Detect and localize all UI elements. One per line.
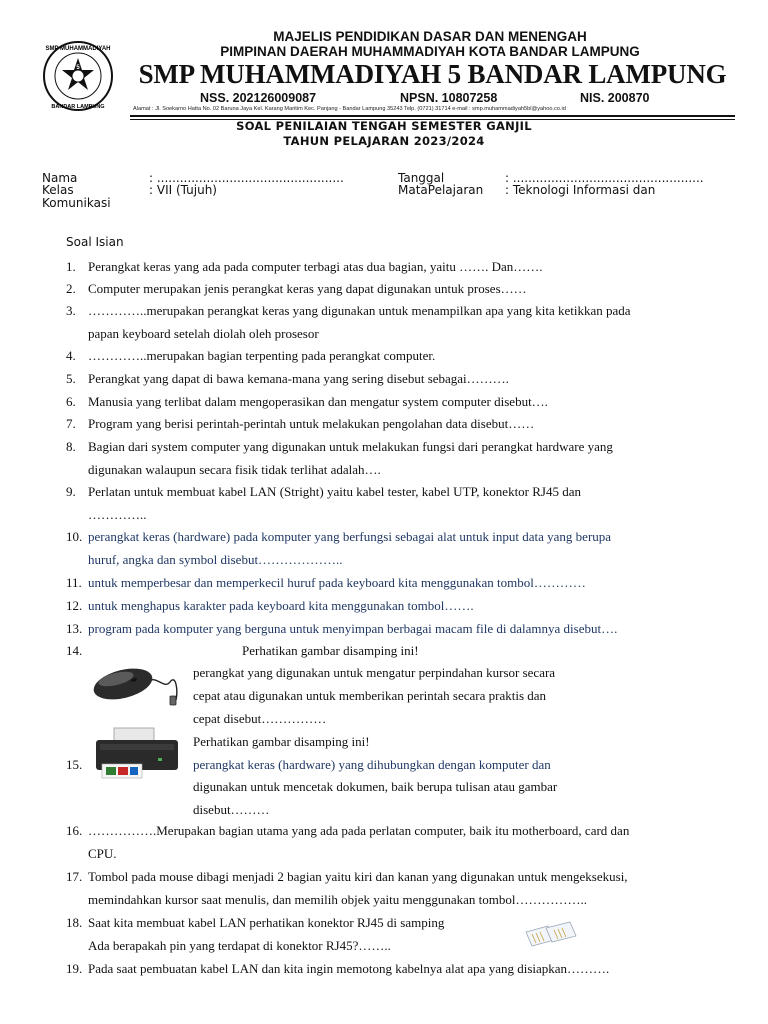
question-number: 16. [66, 823, 83, 838]
nama-label: Nama [42, 171, 78, 185]
question-15-line-3: digunakan untuk mencetak dokumen, baik berupa tulisan atau gambar [193, 779, 558, 794]
logo-text-top: SMP MUHAMMADIYAH [45, 46, 111, 52]
question-number: 19. [66, 961, 83, 976]
question-number: 4. [66, 348, 76, 363]
school-name: SMP MUHAMMADIYAH 5 BANDAR LAMPUNG [138, 59, 727, 89]
question-number: 17. [66, 869, 83, 884]
question-15-line-4: disebut……… [193, 802, 270, 817]
question-text: Program yang berisi perintah-perintah untuk melakukan pengolahan data disebut…… [88, 416, 535, 431]
question-number: 7. [66, 416, 76, 431]
question-number: 1. [66, 259, 76, 274]
question-text: perangkat keras (hardware) pada komputer yang berfungsi sebagai alat untuk input data yang berupa [88, 529, 612, 544]
logo-text-num: 5 [76, 65, 80, 71]
tanggal-label: Tanggal [398, 171, 445, 185]
question-number: 13. [66, 621, 83, 636]
header-line-2: PIMPINAN DAERAH MUHAMMADIYAH KOTA BANDAR LAMPUNG [220, 44, 640, 59]
question-number: 14. [66, 643, 83, 658]
mapel-label: MataPelajaran [398, 183, 484, 197]
npsn-number: NPSN. 10807258 [400, 91, 498, 105]
question-text: Tombol pada mouse dibagi menjadi 2 bagian yaitu kiri dan kanan yang digunakan untuk mengeksekusi, [88, 869, 628, 884]
question-text-cont: papan keyboard setelah diolah oleh prosesor [88, 325, 319, 341]
header-line-1: MAJELIS PENDIDIKAN DASAR DAN MENENGAH [273, 29, 587, 44]
mouse-image [90, 660, 182, 708]
school-logo [28, 40, 128, 112]
question-text-cont: Ada berapakah pin yang terdapat di konektor RJ45?…….. [88, 938, 391, 953]
question-text: Computer merupakan jenis perangkat keras yang dapat digunakan untuk proses…… [88, 281, 527, 296]
question-text-cont: memindahkan kursor saat menulis, dan memilih objek yaitu menggunakan tombol…………….. [88, 892, 587, 907]
question-number: 6. [66, 394, 76, 409]
question-14-line-4: cepat disebut…………… [193, 711, 327, 726]
question-text-cont: ………….. [88, 506, 147, 522]
question-text: program pada komputer yang berguna untuk menyimpan berbagai macam file di dalamnya disebut…. [88, 621, 618, 636]
question-number: 10. [66, 529, 83, 544]
question-number: 12. [66, 598, 83, 613]
printer-image [92, 726, 182, 782]
question-15-line-1: Perhatikan gambar disamping ini! [193, 734, 370, 749]
exam-year: TAHUN PELAJARAN 2023/2024 [283, 134, 485, 148]
mapel-value-cont: Komunikasi [42, 196, 111, 210]
school-address: Alamat : Jl. Soekarno Hatta No. 02 Baruna Jaya Kel. Karang Maritim Kec. Panjang - Bandar Lampung 35243 Telp. (0721) 31714 e-mail : smp.muhammadiyah5bl@yahoo.co.id [133, 106, 566, 112]
question-text: untuk menghapus karakter pada keyboard kita menggunakan tombol……. [88, 598, 474, 613]
section-label: Soal Isian [66, 235, 124, 249]
question-text-cont: CPU. [88, 846, 117, 861]
question-text: Saat kita membuat kabel LAN perhatikan konektor RJ45 di samping [88, 915, 445, 930]
question-text: Perangkat keras yang ada pada computer terbagi atas dua bagian, yaitu ……. Dan……. [88, 259, 543, 274]
question-number: 8. [66, 439, 76, 454]
question-number: 3. [66, 303, 76, 318]
question-number: 18. [66, 915, 83, 930]
question-number: 15. [66, 757, 83, 772]
question-text: Manusia yang terlibat dalam mengoperasikan dan mengatur system computer disebut…. [88, 394, 548, 409]
question-text: perangkat keras (hardware) yang dihubungkan dengan komputer dan [193, 757, 551, 772]
mapel-value: : Teknologi Informasi dan [505, 183, 656, 197]
question-text: …………….Merupakan bagian utama yang ada pada perlatan computer, baik itu motherboard, card dan [88, 823, 630, 838]
logo-text-bottom: BANDAR LAMPUNG [51, 104, 105, 110]
question-text: …………..merupakan bagian terpenting pada perangkat computer. [88, 348, 436, 363]
question-text: untuk memperbesar dan memperkecil huruf pada keyboard kita menggunakan tombol………… [88, 575, 586, 590]
kelas-label: Kelas [42, 183, 74, 197]
nis-number: NIS. 200870 [580, 91, 650, 105]
question-number: 2. [66, 281, 76, 296]
question-number: 9. [66, 484, 76, 499]
question-text: Pada saat pembuatan kabel LAN dan kita ingin memotong kabelnya alat apa yang disiapkan………. [88, 961, 610, 976]
question-text-cont: huruf, angka dan symbol disebut……………….. [88, 551, 343, 567]
nama-field[interactable]: : ................................................. [149, 171, 344, 185]
nss-number: NSS. 202126009087 [200, 91, 317, 105]
exam-title: SOAL PENILAIAN TENGAH SEMESTER GANJIL [236, 119, 532, 133]
rj45-connector-image [520, 918, 580, 950]
question-text: Perlatan untuk membuat kabel LAN (Stright) yaitu kabel tester, kabel UTP, konektor RJ45 dan [88, 484, 582, 499]
question-14-line-3: cepat atau digunakan untuk memberikan perintah secara praktis dan [193, 688, 547, 703]
question-number: 11. [66, 575, 82, 590]
question-text: Perhatikan gambar disamping ini! [242, 643, 419, 658]
header-divider-thick [130, 115, 735, 117]
question-text-cont: digunakan walaupun secara fisik tidak terlihat adalah…. [88, 461, 381, 477]
tanggal-field[interactable]: : .................................................. [505, 171, 704, 185]
question-text: Perangkat yang dapat di bawa kemana-mana yang sering disebut sebagai………. [88, 371, 509, 386]
kelas-value: : VII (Tujuh) [149, 183, 217, 197]
question-number: 5. [66, 371, 76, 386]
question-text: …………..merupakan perangkat keras yang digunakan untuk menampilkan apa yang kita ketikkan pada [88, 303, 631, 318]
question-14-line-2: perangkat yang digunakan untuk mengatur perpindahan kursor secara [193, 665, 556, 680]
question-text: Bagian dari system computer yang digunakan untuk melakukan fungsi dari perangkat hardware yang [88, 439, 613, 454]
